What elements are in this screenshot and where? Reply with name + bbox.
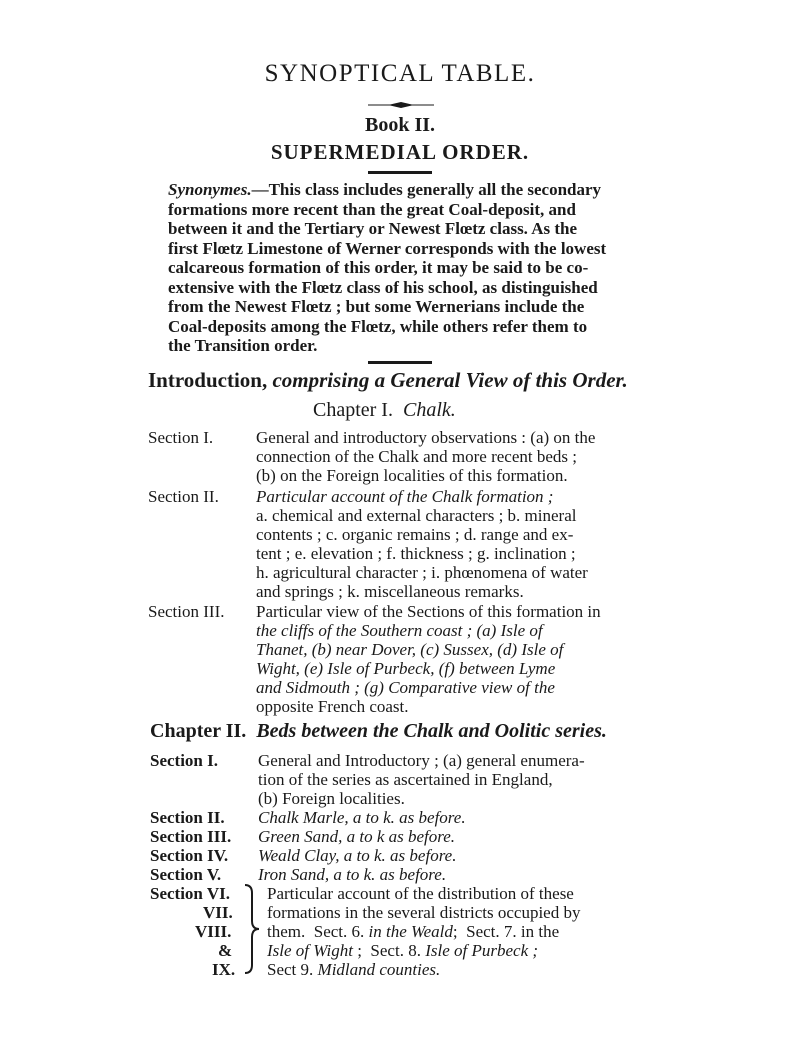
section-line: Iron Sand, a to k. as before. <box>258 865 447 884</box>
chapter-2-title: Beds between the Chalk and Oolitic series. <box>256 720 607 742</box>
section-label: Section I. <box>150 751 218 770</box>
section-label: Section III. <box>150 827 232 846</box>
section-sub-label: & <box>218 941 233 960</box>
section-line: Particular view of the Sections of this formation in <box>256 602 601 621</box>
section-line: General and Introductory ; (a) general enumera- <box>258 751 585 770</box>
section-label: Section I. <box>148 428 214 447</box>
section-label: Section III. <box>148 602 225 621</box>
book-heading <box>0 114 800 137</box>
section-label: Section VI. <box>150 884 230 903</box>
order-heading: SUPERMEDIAL ORDER. <box>270 140 530 164</box>
divider-rule <box>368 171 432 174</box>
section-line: formations in the several districts occupied by <box>267 903 581 922</box>
divider-rule <box>368 361 432 364</box>
section-line: Sect 9. Midland counties. <box>267 960 441 979</box>
synonymes-line <box>168 180 658 200</box>
chapter-1-label: Chapter I. <box>313 399 403 421</box>
section-line: opposite French coast. <box>256 697 409 716</box>
section-label: Section II. <box>150 808 225 827</box>
section-line: Particular account of the Chalk formation ; <box>256 487 554 506</box>
section-line: Weald Clay, a to k. as before. <box>258 846 457 865</box>
section-line: connection of the Chalk and more recent beds ; <box>256 447 577 466</box>
synonymes-line: from the Newest Flœtz ; but some Wernerians include the <box>168 297 585 316</box>
section-line: them. Sect. 6. in the Weald; Sect. 7. in the <box>267 922 560 941</box>
section-sub-label: IX. <box>212 960 236 979</box>
section-label: Section IV. <box>150 846 229 865</box>
section-line: and springs ; k. miscellaneous remarks. <box>256 582 524 601</box>
section-line: tent ; e. elevation ; f. thickness ; g. inclination ; <box>256 544 576 563</box>
page-title: SYNOPTICAL TABLE. <box>264 60 536 87</box>
section-line: General and introductory observations : (a) on the <box>256 428 596 447</box>
section-sub-label: VIII. <box>195 922 232 941</box>
section-line: (b) Foreign localities. <box>258 789 405 808</box>
section-line: Chalk Marle, a to k. as before. <box>258 808 466 827</box>
book-label: Book II. <box>364 114 436 136</box>
synonymes-line: Coal-deposits among the Flœtz, while others refer them to <box>168 316 588 336</box>
chapter-1-heading <box>313 399 456 422</box>
section-line: Particular account of the distribution of these <box>267 884 574 903</box>
section-line: and Sidmouth ; (g) Comparative view of the <box>256 678 555 697</box>
section-line: (b) on the Foreign localities of this formation. <box>256 466 568 485</box>
section-line: Green Sand, a to k as before. <box>258 827 456 846</box>
introduction-subtitle: comprising a General View of this Order. <box>272 368 628 392</box>
section-sub-label: VII. <box>203 903 233 922</box>
section-label: Section V. <box>150 865 222 884</box>
section-line: contents ; c. organic remains ; d. range and ex- <box>256 525 574 544</box>
synonymes-line: between it and the Tertiary or Newest Flœtz class. As the <box>168 219 578 238</box>
chapter-2-label: Chapter II. <box>150 720 257 742</box>
synonymes-line: formations more recent than the great Coal-deposit, and <box>168 199 576 219</box>
synonymes-line: the Transition order. <box>168 336 318 355</box>
introduction-label: Introduction, <box>148 368 273 392</box>
section-line: tion of the series as ascertained in England, <box>258 770 553 789</box>
synonymes-term: Synonymes. <box>168 180 252 199</box>
synonymes-line: calcareous formation of this order, it may be said to be co- <box>168 258 589 277</box>
chapter-1-title: Chalk. <box>402 399 456 421</box>
section-label: Section II. <box>148 487 219 506</box>
section-line: Wight, (e) Isle of Purbeck, (f) between Lyme <box>256 659 556 678</box>
synonymes-line: first Flœtz Limestone of Werner corresponds with the lowest <box>168 238 607 258</box>
ornamental-rule <box>368 100 434 110</box>
synonymes-line: extensive with the Flœtz class of his school, as distinguished <box>168 277 598 297</box>
introduction-heading <box>148 368 628 393</box>
chapter-2-heading <box>150 720 607 743</box>
synonymes-line-0-rest: —This class includes generally all the secondary <box>251 180 602 199</box>
section-line: the cliffs of the Southern coast ; (a) Isle of <box>256 621 543 640</box>
section-line: a. chemical and external characters ; b. mineral <box>256 506 577 525</box>
curly-brace-icon <box>243 883 261 975</box>
section-line: Thanet, (b) near Dover, (c) Sussex, (d) Isle of <box>256 640 564 659</box>
section-line: h. agricultural character ; i. phœnomena of water <box>256 563 588 582</box>
section-line: Isle of Wight ; Sect. 8. Isle of Purbeck ; <box>267 941 539 960</box>
